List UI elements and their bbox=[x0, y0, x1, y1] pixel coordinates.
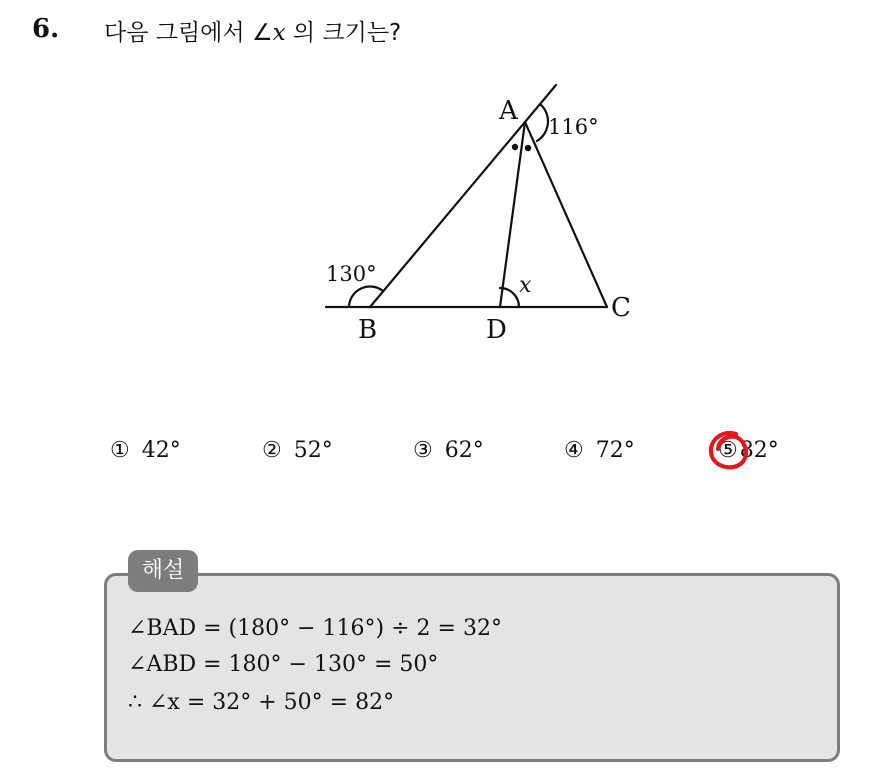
arc-angle-a-exterior bbox=[537, 104, 548, 141]
red-circle-stroke bbox=[711, 433, 746, 467]
label-angle-x: x bbox=[519, 273, 532, 298]
solution-line-2: ∠ABD = 180° − 130° = 50° bbox=[128, 652, 439, 677]
question-text-after: 의 크기는? bbox=[285, 20, 402, 46]
answer-circle-mark bbox=[706, 428, 752, 474]
solution-line-1: ∠BAD = (180° − 116°) ÷ 2 = 32° bbox=[128, 616, 502, 641]
label-c: C bbox=[611, 293, 631, 323]
angle-mark-dot-left bbox=[512, 144, 518, 150]
label-angle-b-exterior: 130° bbox=[326, 262, 377, 286]
question-variable: x bbox=[272, 20, 286, 46]
label-d: D bbox=[486, 315, 507, 345]
solution-line-3: ∴ ∠x = 32° + 50° = 82° bbox=[128, 690, 395, 715]
label-b: B bbox=[358, 315, 378, 345]
question-text-before: 다음 그림에서 bbox=[104, 20, 252, 46]
choice-1[interactable]: ① 42° bbox=[110, 438, 181, 463]
choice-5[interactable]: ⑤82° bbox=[718, 438, 779, 463]
angle-mark-dot-right bbox=[525, 145, 531, 151]
angle-symbol: ∠ bbox=[251, 20, 273, 46]
choice-2[interactable]: ② 52° bbox=[262, 438, 333, 463]
side-ac bbox=[525, 122, 607, 307]
label-a: A bbox=[499, 96, 518, 126]
question-number: 6. bbox=[32, 14, 60, 44]
choice-4[interactable]: ④ 72° bbox=[564, 438, 635, 463]
solution-tag: 해설 bbox=[128, 550, 198, 592]
label-angle-a-exterior: 116° bbox=[548, 115, 599, 139]
choice-3[interactable]: ③ 62° bbox=[413, 438, 484, 463]
